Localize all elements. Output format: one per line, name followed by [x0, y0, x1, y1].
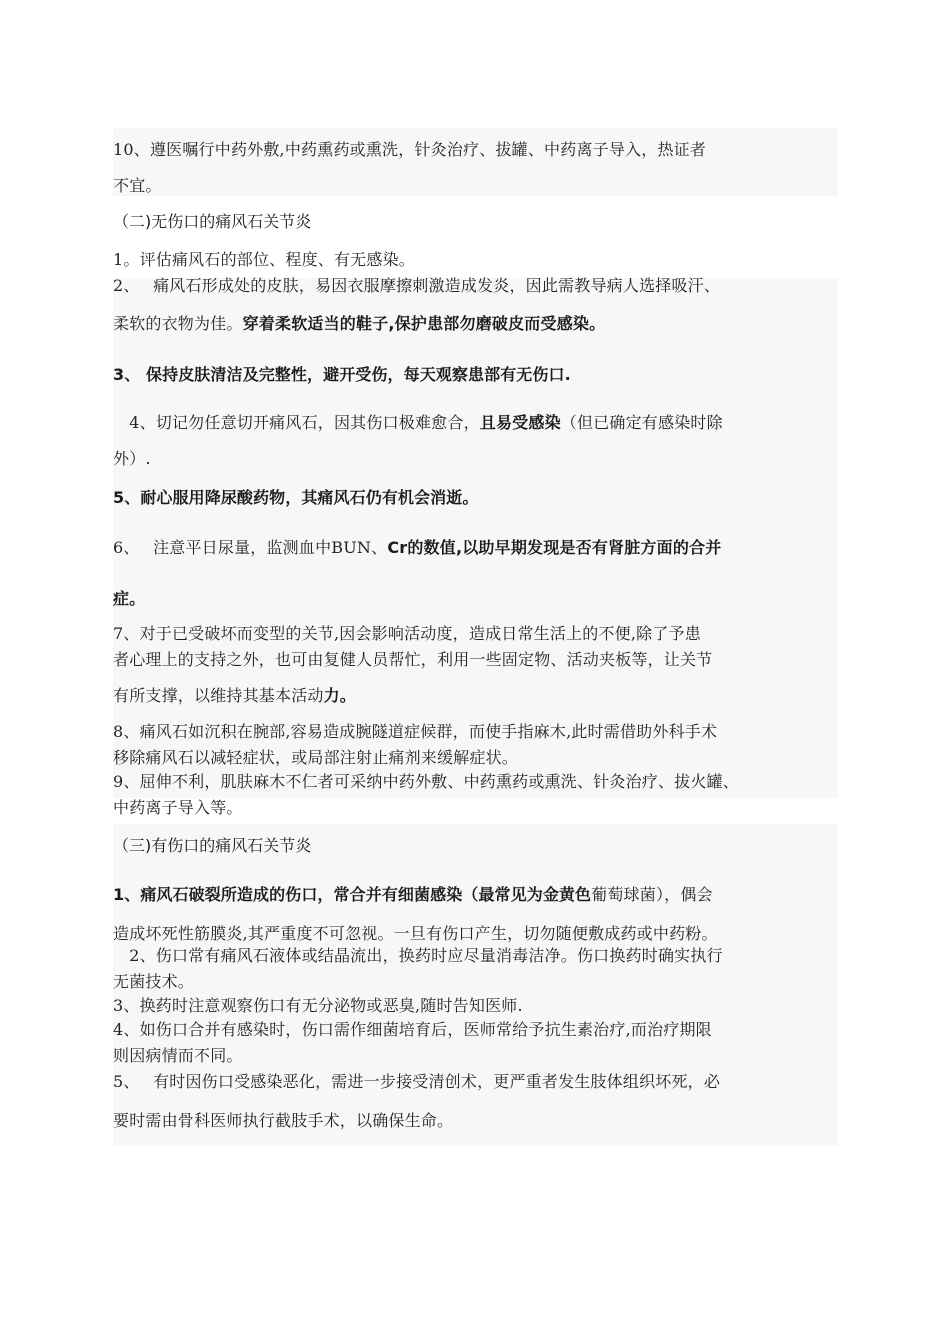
s3-item-1-text: 葡萄球菌），偶会	[591, 885, 713, 904]
s2-item-7-text: 有所支撑，以维持其基本活动	[113, 686, 324, 705]
s2-item-8-line-1: 8、痛风石如沉积在腕部,容易造成腕隧道症候群，而使手指麻木,此时需借助外科手术	[113, 722, 718, 741]
s2-item-4-text-end: （但已确定有感染时除	[560, 413, 723, 432]
s2-item-4-line-1	[113, 415, 723, 431]
s2-item-2-bold-text: 穿着柔软适当的鞋子,保护患部勿磨破皮而受感染。	[242, 314, 606, 333]
s3-item-1-line-1	[113, 887, 713, 903]
s3-item-2-line-2: 无菌技术。	[113, 972, 195, 991]
s3-item-4-line-2: 则因病情而不同。	[113, 1046, 243, 1065]
s2-item-2-line-2	[113, 316, 605, 332]
s2-item-2-text: 柔软的衣物为佳。	[113, 314, 243, 333]
shade-block-1	[113, 128, 838, 196]
s2-item-8-line-2: 移除痛风石以减轻症状，或局部注射止痛剂来缓解症状。	[113, 748, 519, 767]
s3-item-2-line-1: 2、伤口常有痛风石液体或结晶流出，换药时应尽量消毒洁净。伤口换药时确实执行	[113, 946, 723, 965]
s2-item-5: 5、耐心服用降尿酸药物，其痛风石仍有机会消逝。	[113, 488, 479, 507]
s2-item-9-line-1: 9、屈伸不利，肌肤麻木不仁者可采纳中药外敷、中药熏药或熏洗、针灸治疗、拔火罐、	[113, 772, 739, 791]
section-2-heading: （二)无伤口的痛风石关节炎	[113, 212, 312, 231]
s2-item-7-line-2: 者心理上的支持之外，也可由复健人员帮忙，利用一些固定物、活动夹板等，让关节	[113, 650, 713, 669]
s2-item-7-line-3	[113, 688, 356, 704]
s2-item-3: 3、 保持皮肤清洁及完整性，避开受伤，每天观察患部有无伤口.	[113, 365, 571, 384]
s2-item-4-bold-text: 且易受感染	[479, 413, 561, 432]
s3-item-1-line-2: 造成坏死性筋膜炎,其严重度不可忽视。一旦有伤口产生，切勿随便敷成药或中药粉。	[113, 924, 718, 943]
item-10-line-2: 不宜。	[113, 176, 162, 195]
item-10-line-1: 10、遵医嘱行中药外敷,中药熏药或熏洗，针灸治疗、拔罐、中药离子导入，热证者	[113, 140, 707, 159]
s2-item-6-bold-text: Cr的数值,以助早期发现是否有肾脏方面的合并	[387, 538, 722, 557]
s2-item-4-line-2: 外）.	[113, 449, 151, 468]
s2-item-9-line-2: 中药离子导入等。	[113, 798, 243, 817]
s3-item-4-line-1: 4、如伤口合并有感染时，伤口需作细菌培育后，医师常给予抗生素治疗,而治疗期限	[113, 1020, 712, 1039]
s2-item-6-line-1	[113, 540, 721, 556]
s3-item-5-line-2: 要时需由骨科医师执行截肢手术，以确保生命。	[113, 1111, 454, 1130]
shade-block-3	[113, 824, 838, 1146]
s2-item-7-line-1: 7、对于已受破坏而变型的关节,因会影响活动度，造成日常生活上的不便,除了予患	[113, 624, 701, 643]
s2-item-6-line-2: 症。	[113, 589, 146, 608]
s2-item-4-text: 4、切记勿任意切开痛风石，因其伤口极难愈合，	[113, 413, 480, 432]
s2-item-2-line-1: 2、 痛风石形成处的皮肤，易因衣服摩擦刺激造成发炎，因此需教导病人选择吸汗、	[113, 276, 721, 295]
s3-item-3: 3、换药时注意观察伤口有无分泌物或恶臭,随时告知医师.	[113, 996, 523, 1015]
s2-item-7-bold-text: 力。	[323, 686, 357, 705]
s2-item-6-text: 6、 注意平日尿量，监测血中BUN、	[113, 538, 388, 557]
s3-item-1-bold-text: 1、痛风石破裂所造成的伤口，常合并有细菌感染（最常见为金黄色	[113, 885, 592, 904]
section-3-heading: （三)有伤口的痛风石关节炎	[113, 836, 312, 855]
s3-item-5-line-1: 5、 有时因伤口受感染恶化，需进一步接受清创术，更严重者发生肢体组织坏死，必	[113, 1072, 721, 1091]
s2-item-1: 1。评估痛风石的部位、程度、有无感染。	[113, 250, 415, 269]
